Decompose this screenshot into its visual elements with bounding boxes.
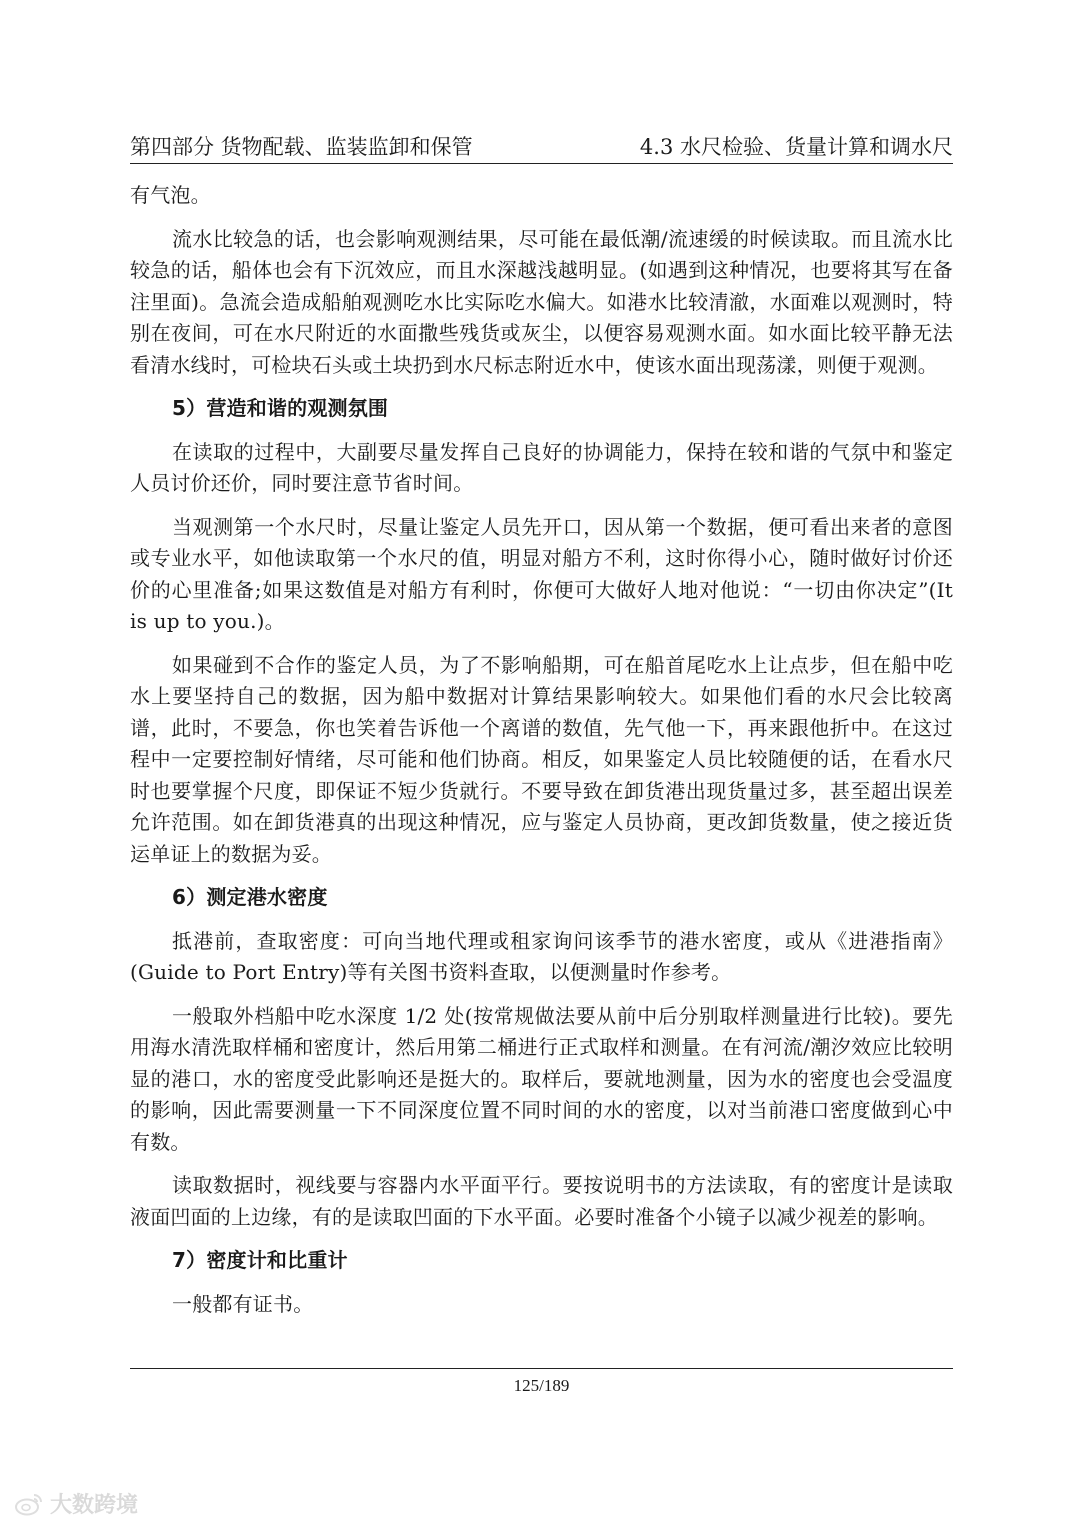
- paragraph: 读取数据时，视线要与容器内水平面平行。要按说明书的方法读取，有的密度计是读取液面凹面的上边缘，有的是读取凹面的下水平面。必要时准备个小镜子以减少视差的影响。: [130, 1173, 953, 1229]
- page-number: 125/189: [513, 1376, 570, 1395]
- paragraph: 一般取外档船中吃水深度 1/2 处(按常规做法要从前中后分别取样测量进行比较)。要先用海水清洗取样桶和密度计，然后用第二桶进行正式取样和测量。在有河流/潮汐效应比较明显的港口，水的密度受此影响还是挺大的。取样后，要就地测量，因为水的密度也会受温度的影响，因此需要测量一下不同深度位置不同时间的水的密度，以对当前港口密度做到心中有数。: [130, 1003, 954, 1154]
- watermark: [14, 1488, 138, 1519]
- paragraph: 流水比较急的话，也会影响观测结果，尽可能在最低潮/流速缓的时候读取。而且流水比较急的话，船体也会有下沉效应，而且水深越浅越明显。(如遇到这种情况，也要将其写在备注里面)。急流会造成船舶观测吃水比实际吃水偏大。如港水比较清澈，水面难以观测时，特别在夜间，可在水尺附近的水面撒些残货或灰尘，以便容易观测水面。如水面比较平静无法看清水线时，可检块石头或土块扔到水尺标志附近水中，使该水面出现荡漾，则便于观测。: [130, 226, 953, 377]
- watermark-text: 大数跨境: [50, 1493, 139, 1518]
- section-heading-6: 6）测定港水密度: [172, 885, 328, 909]
- paragraph: 抵港前，查取密度：可向当地代理或租家询问该季节的港水密度，或从《进港指南》(Guide to Port Entry)等有关图书资料查取，以便测量时作参考。: [130, 928, 953, 984]
- section-heading-7: 7）密度计和比重计: [172, 1248, 348, 1272]
- paragraph: 有气泡。: [130, 183, 211, 207]
- paragraph: 一般都有证书。: [172, 1291, 314, 1316]
- page-body: [130, 180, 953, 1332]
- paragraph: 当观测第一个水尺时，尽量让鉴定人员先开口，因从第一个数据，便可看出来者的意图或专业水平，如他读取第一个水尺的值，明显对船方不利，这时你得小心，随时做好讨价还价的心里准备;如果这数值是对船方有利时，你便可大做好人地对他说：“一切由你决定”(It is up to you.)。: [130, 514, 953, 633]
- page-header: [130, 128, 953, 162]
- header-section-title: 第四部分 货物配载、监装监卸和保管: [130, 135, 473, 159]
- section-heading-5: 5）营造和谐的观测氛围: [172, 396, 389, 420]
- paragraph: 在读取的过程中，大副要尽量发挥自己良好的协调能力，保持在较和谐的气氛中和鉴定人员讨价还价，同时要注意节省时间。: [130, 439, 953, 495]
- header-chapter-title: 4.3 水尺检验、货量计算和调水尺: [639, 135, 953, 159]
- footer-divider: [130, 1368, 953, 1369]
- paragraph: 如果碰到不合作的鉴定人员，为了不影响船期，可在船首尾吃水上让点步，但在船中吃水上要坚持自己的数据，因为船中数据对计算结果影响较大。如果他们看的水尺会比较离谱，此时，不要急，你也笑着告诉他一个离谱的数值，先气他一下，再来跟他折中。在这过程中一定要控制好情绪，尽可能和他们协商。相反，如果鉴定人员比较随便的话，在看水尺时也要掌握个尺度，即保证不短少货就行。不要导致在卸货港出现货量过多，甚至超出误差允许范围。如在卸货港真的出现这种情况，应与鉴定人员协商，更改卸货数量，使之接近货运单证上的数据为妥。: [130, 652, 953, 866]
- weibo-icon: [14, 1492, 44, 1516]
- header-divider: [130, 163, 953, 164]
